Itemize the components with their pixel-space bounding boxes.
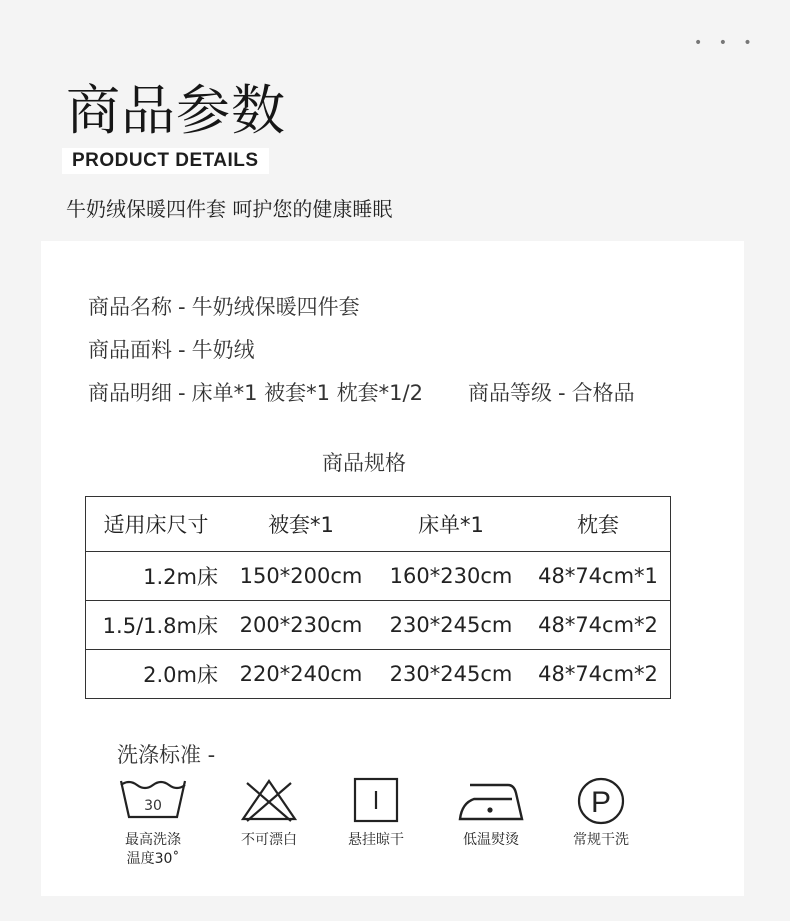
wash-item-dry-clean bbox=[541, 777, 661, 850]
info-name-label: 商品名称 bbox=[88, 295, 172, 319]
table-cell: 160*230cm bbox=[376, 552, 526, 601]
table-cell: 230*245cm bbox=[376, 650, 526, 699]
more-options-icon[interactable]: • • • bbox=[694, 35, 758, 51]
info-separator: - bbox=[178, 381, 186, 405]
table-header-cell: 适用床尺寸 bbox=[86, 497, 227, 552]
table-cell: 48*74cm*2 bbox=[526, 650, 671, 699]
wash-label-line: 最高洗涤 bbox=[125, 832, 181, 848]
info-name-value: 牛奶绒保暖四件套 bbox=[191, 295, 360, 319]
table-cell: 150*200cm bbox=[226, 552, 376, 601]
wash-label-line: 悬挂晾干 bbox=[348, 832, 404, 848]
wash-label bbox=[209, 831, 329, 850]
info-detail-row bbox=[88, 377, 423, 407]
dry-clean-letter: P bbox=[590, 786, 612, 819]
table-cell: 48*74cm*2 bbox=[526, 601, 671, 650]
table-row bbox=[86, 552, 671, 601]
wash-label bbox=[316, 831, 436, 850]
product-tagline: 牛奶绒保暖四件套 呵护您的健康睡眠 bbox=[66, 197, 393, 221]
info-separator: - bbox=[178, 338, 186, 362]
table-cell: 48*74cm*1 bbox=[526, 552, 671, 601]
hang-dry-icon bbox=[351, 777, 401, 823]
table-row bbox=[86, 650, 671, 699]
spec-title: 商品规格 bbox=[322, 451, 406, 475]
info-fabric-label: 商品面料 bbox=[88, 338, 172, 362]
wash-item-low-iron bbox=[431, 777, 551, 850]
wash-temp-number: 30 bbox=[144, 798, 162, 814]
dry-clean-p-icon bbox=[571, 777, 631, 827]
wash-item-max-temp bbox=[93, 777, 213, 869]
info-name-row bbox=[88, 291, 360, 321]
iron-low-icon bbox=[456, 777, 526, 823]
wash-tub-30-icon bbox=[117, 777, 189, 823]
info-grade-label: 商品等级 bbox=[468, 381, 552, 405]
table-cell: 1.2m床 bbox=[86, 552, 227, 601]
wash-label-line: 不可漂白 bbox=[241, 832, 297, 848]
wash-label-line: 温度30˚ bbox=[126, 851, 180, 867]
table-row bbox=[86, 601, 671, 650]
info-separator: - bbox=[178, 295, 186, 319]
info-fabric-value: 牛奶绒 bbox=[191, 338, 255, 362]
info-detail-value: 床单*1 被套*1 枕套*1/2 bbox=[191, 381, 423, 405]
wash-label bbox=[541, 831, 661, 850]
info-grade-row bbox=[468, 377, 635, 407]
table-cell: 1.5/1.8m床 bbox=[86, 601, 227, 650]
wash-item-no-bleach bbox=[209, 777, 329, 850]
info-detail-label: 商品明细 bbox=[88, 381, 172, 405]
table-header-cell: 床单*1 bbox=[376, 497, 526, 552]
info-grade-value: 合格品 bbox=[571, 381, 635, 405]
do-not-bleach-icon bbox=[239, 777, 299, 823]
info-separator: - bbox=[558, 381, 566, 405]
table-cell: 2.0m床 bbox=[86, 650, 227, 699]
table-header-cell: 被套*1 bbox=[226, 497, 376, 552]
wash-label-line: 低温熨烫 bbox=[463, 832, 519, 848]
wash-label-line: 常规干洗 bbox=[573, 832, 629, 848]
page-title: 商品参数 bbox=[66, 79, 286, 142]
page-subtitle-english: PRODUCT DETAILS bbox=[62, 148, 269, 174]
wash-label bbox=[431, 831, 551, 850]
table-header-row bbox=[86, 497, 671, 552]
wash-item-hang-dry bbox=[316, 777, 436, 850]
table-header-cell: 枕套 bbox=[526, 497, 671, 552]
details-card bbox=[41, 241, 744, 896]
table-cell: 200*230cm bbox=[226, 601, 376, 650]
table-cell: 230*245cm bbox=[376, 601, 526, 650]
wash-title: 洗涤标准 - bbox=[117, 743, 216, 767]
table-cell: 220*240cm bbox=[226, 650, 376, 699]
wash-label bbox=[93, 831, 213, 869]
info-fabric-row bbox=[88, 334, 255, 364]
spec-table bbox=[85, 496, 671, 699]
